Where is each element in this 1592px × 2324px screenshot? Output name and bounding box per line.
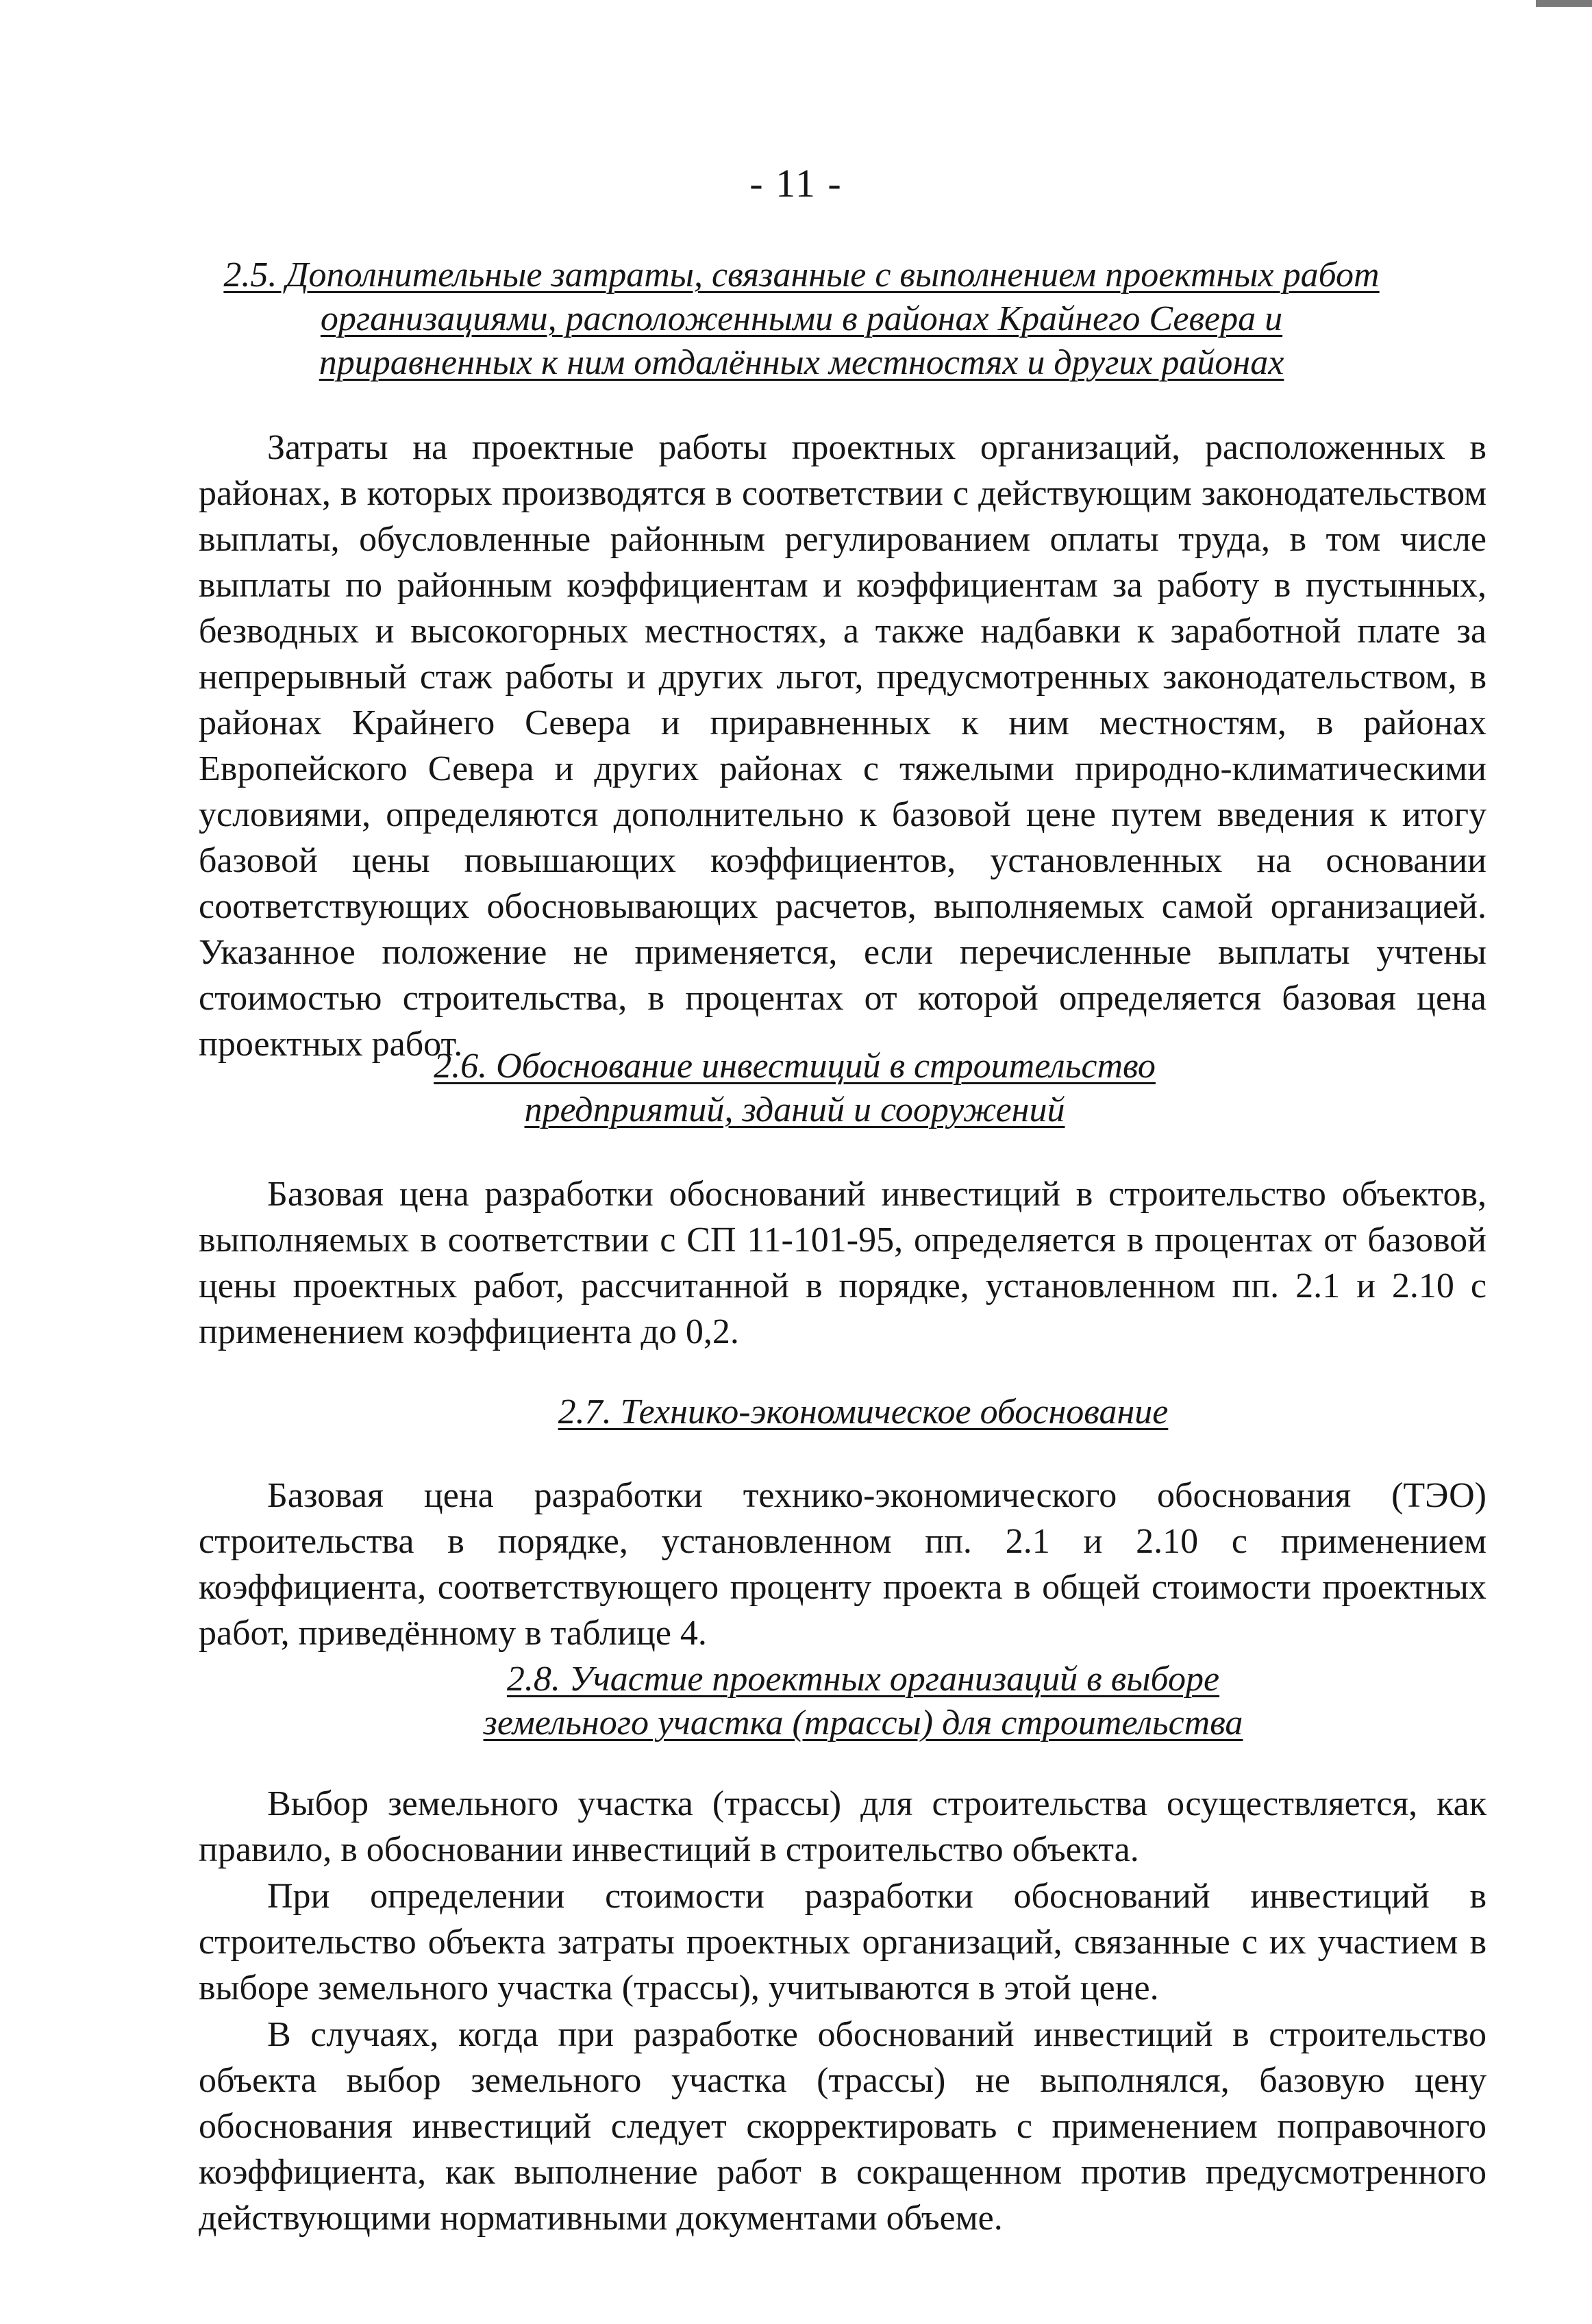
section-2-6-heading <box>384 1045 1206 1132</box>
heading-line: 2.8. Участие проектных организаций в выборе <box>506 1660 1220 1699</box>
heading-line: 2.7. Технико-экономическое обоснование <box>558 1392 1169 1432</box>
heading-line: 2.5. Дополнительные затраты, связанные с выполнением проектных работ <box>223 255 1380 295</box>
section-2-6-paragraph: Базовая цена разработки обоснований инвестиций в строительство объектов, выполняемых в соответствии с СП 11-101-95, определяется в процентах от базовой цены проектных работ, рассчитанной в порядке, установленном пп. 2.1 и 2.10 с применением коэффициента до 0,2. <box>199 1175 1487 1351</box>
scan-edge-mark <box>1536 0 1592 7</box>
page-number: - 11 - <box>749 161 843 205</box>
heading-line: 2.6. Обоснование инвестиций в строительство <box>434 1047 1156 1086</box>
section-2-8-paragraph-1: Выбор земельного участка (трассы) для строительства осуществляется, как правило, в обосновании инвестиций в строительство объекта. <box>199 1784 1487 1869</box>
heading-line: организациями, расположенными в районах Крайнего Севера и <box>320 299 1283 338</box>
section-2-7-heading <box>452 1390 1274 1434</box>
section-2-8-heading <box>384 1658 1343 1745</box>
section-2-5-heading <box>178 253 1425 385</box>
section-2-8-paragraph-2: При определении стоимости разработки обоснований инвестиций в строительство объекта затраты проектных организаций, связанные с их участием в выборе земельного участка (трассы), учитываются в этой цене. <box>199 1877 1487 2008</box>
section-2-5-paragraph: Затраты на проектные работы проектных организаций, расположенных в районах, в которых производятся в соответствии с действующим законодательством выплаты, обусловленные районным регулированием оплаты труда, в том числе выплаты по районным коэффициентам и коэффициентам за работу в пустынных, безводных и высокогорных местностях, а также надбавки к заработной плате за непрерывный стаж работы и других льгот, предусмотренных законодательством, в районах Крайнего Севера и приравненных к ним местностям, в районах Европейского Севера и других районах с тяжелыми природно-климатическими условиями, определяются дополнительно к базовой цене путем введения к итогу базовой цены повышающих коэффициентов, установленных на основании соответствующих обосновывающих расчетов, выполняемых самой организацией. Указанное положение не применяется, если перечисленные выплаты учтены стоимостью строительства, в процентах от которой определяется базовая цена проектных работ. <box>199 428 1487 1064</box>
section-2-7-paragraph: Базовая цена разработки технико-экономического обоснования (ТЭО) строительства в порядке, установленном пп. 2.1 и 2.10 с применением коэффициента, соответствующего проценту проекта в общей стоимости проектных работ, приведённому в таблице 4. <box>199 1476 1487 1653</box>
heading-line: приравненных к ним отдалённых местностях и других районах <box>319 343 1284 382</box>
heading-line: земельного участка (трассы) для строительства <box>483 1703 1243 1742</box>
section-2-8-paragraph-3: В случаях, когда при разработке обоснований инвестиций в строительство объекта выбор земельного участка (трассы) не выполнялся, базовую цену обоснования инвестиций следует скорректировать с применением поправочного коэффициента, как выполнение работ в сокращенном против предусмотренного действующими нормативными документами объеме. <box>199 2015 1487 2238</box>
heading-line: предприятий, зданий и сооружений <box>524 1090 1065 1129</box>
